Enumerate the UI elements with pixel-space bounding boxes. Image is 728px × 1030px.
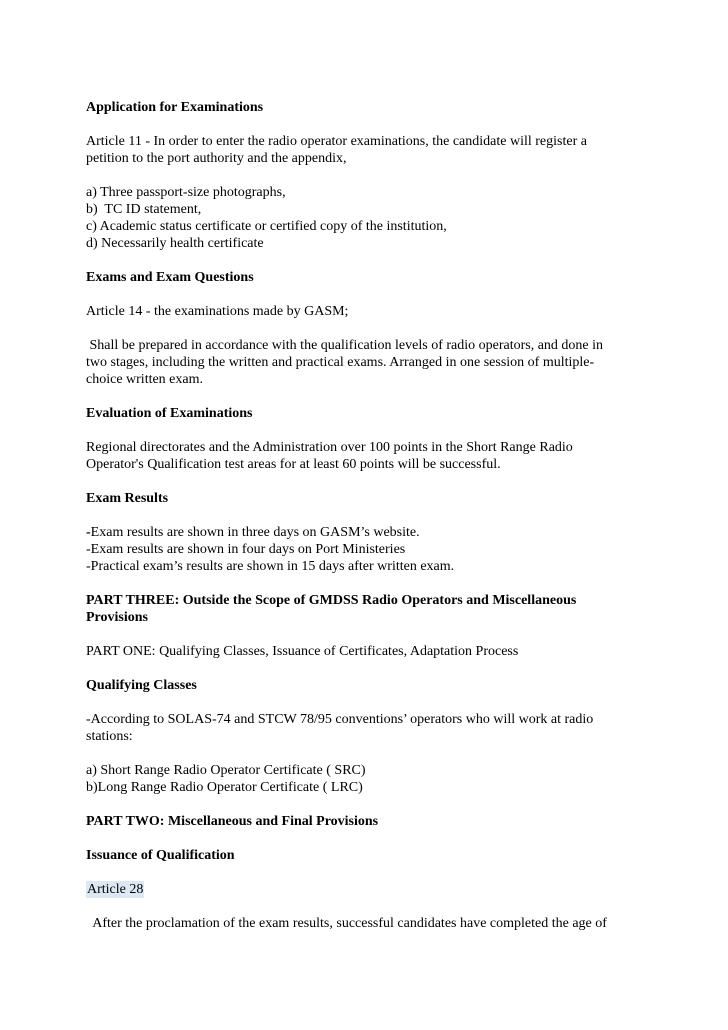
part-two-heading: PART TWO: Miscellaneous and Final Provisions (86, 814, 379, 829)
section-heading-evaluation: Evaluation of Examinations (86, 406, 253, 421)
list-item: -Practical exam’s results are shown in 15 days after written exam. (86, 559, 455, 574)
section-heading-exam-results: Exam Results (86, 491, 169, 506)
paragraph-evaluation: Regional directorates and the Administration over 100 points in the Short Range Radio Operator's Qualification test areas for at least 60 points will be successful. (86, 440, 573, 472)
paragraph-conventions: -According to SOLAS-74 and STCW 78/95 conventions’ operators who will work at radio stations: (86, 712, 594, 744)
part-one-line: PART ONE: Qualifying Classes, Issuance of Certificates, Adaptation Process (86, 644, 519, 659)
part-three-heading: PART THREE: Outside the Scope of GMDSS Radio Operators and Miscellaneous Provisions (86, 593, 577, 625)
list-required-documents (86, 184, 646, 252)
section-heading-issuance: Issuance of Qualification (86, 848, 235, 863)
article-28-line (86, 881, 646, 898)
paragraph-proclamation: After the proclamation of the exam results, successful candidates have completed the age of (86, 916, 607, 931)
list-item: d) Necessarily health certificate (86, 236, 264, 251)
document-page (86, 99, 646, 949)
article-28-label: Article 28 (87, 882, 144, 897)
section-heading-application: Application for Examinations (86, 100, 264, 115)
section-heading-qualifying-classes: Qualifying Classes (86, 678, 197, 693)
list-item: b) TC ID statement, (86, 202, 202, 217)
paragraph-article-11: Article 11 - In order to enter the radio operator examinations, the candidate will register a petition to the port authority and the appendix, (86, 134, 587, 166)
paragraph-article-14: Article 14 - the examinations made by GASM; (86, 304, 349, 319)
list-exam-results (86, 524, 646, 575)
section-heading-exams: Exams and Exam Questions (86, 270, 254, 285)
list-certificates (86, 762, 646, 796)
list-item: c) Academic status certificate or certified copy of the institution, (86, 219, 447, 234)
list-item: -Exam results are shown in three days on GASM’s website. (86, 525, 420, 540)
list-item: b)Long Range Radio Operator Certificate ( LRC) (86, 780, 363, 795)
list-item: -Exam results are shown in four days on Port Ministeries (86, 542, 406, 557)
list-item: a) Short Range Radio Operator Certificate ( SRC) (86, 763, 366, 778)
paragraph-exam-stages: Shall be prepared in accordance with the qualification levels of radio operators, and done in two stages, including the written and practical exams. Arranged in one session of multiple- choice written exam. (86, 338, 604, 387)
list-item: a) Three passport-size photographs, (86, 185, 286, 200)
